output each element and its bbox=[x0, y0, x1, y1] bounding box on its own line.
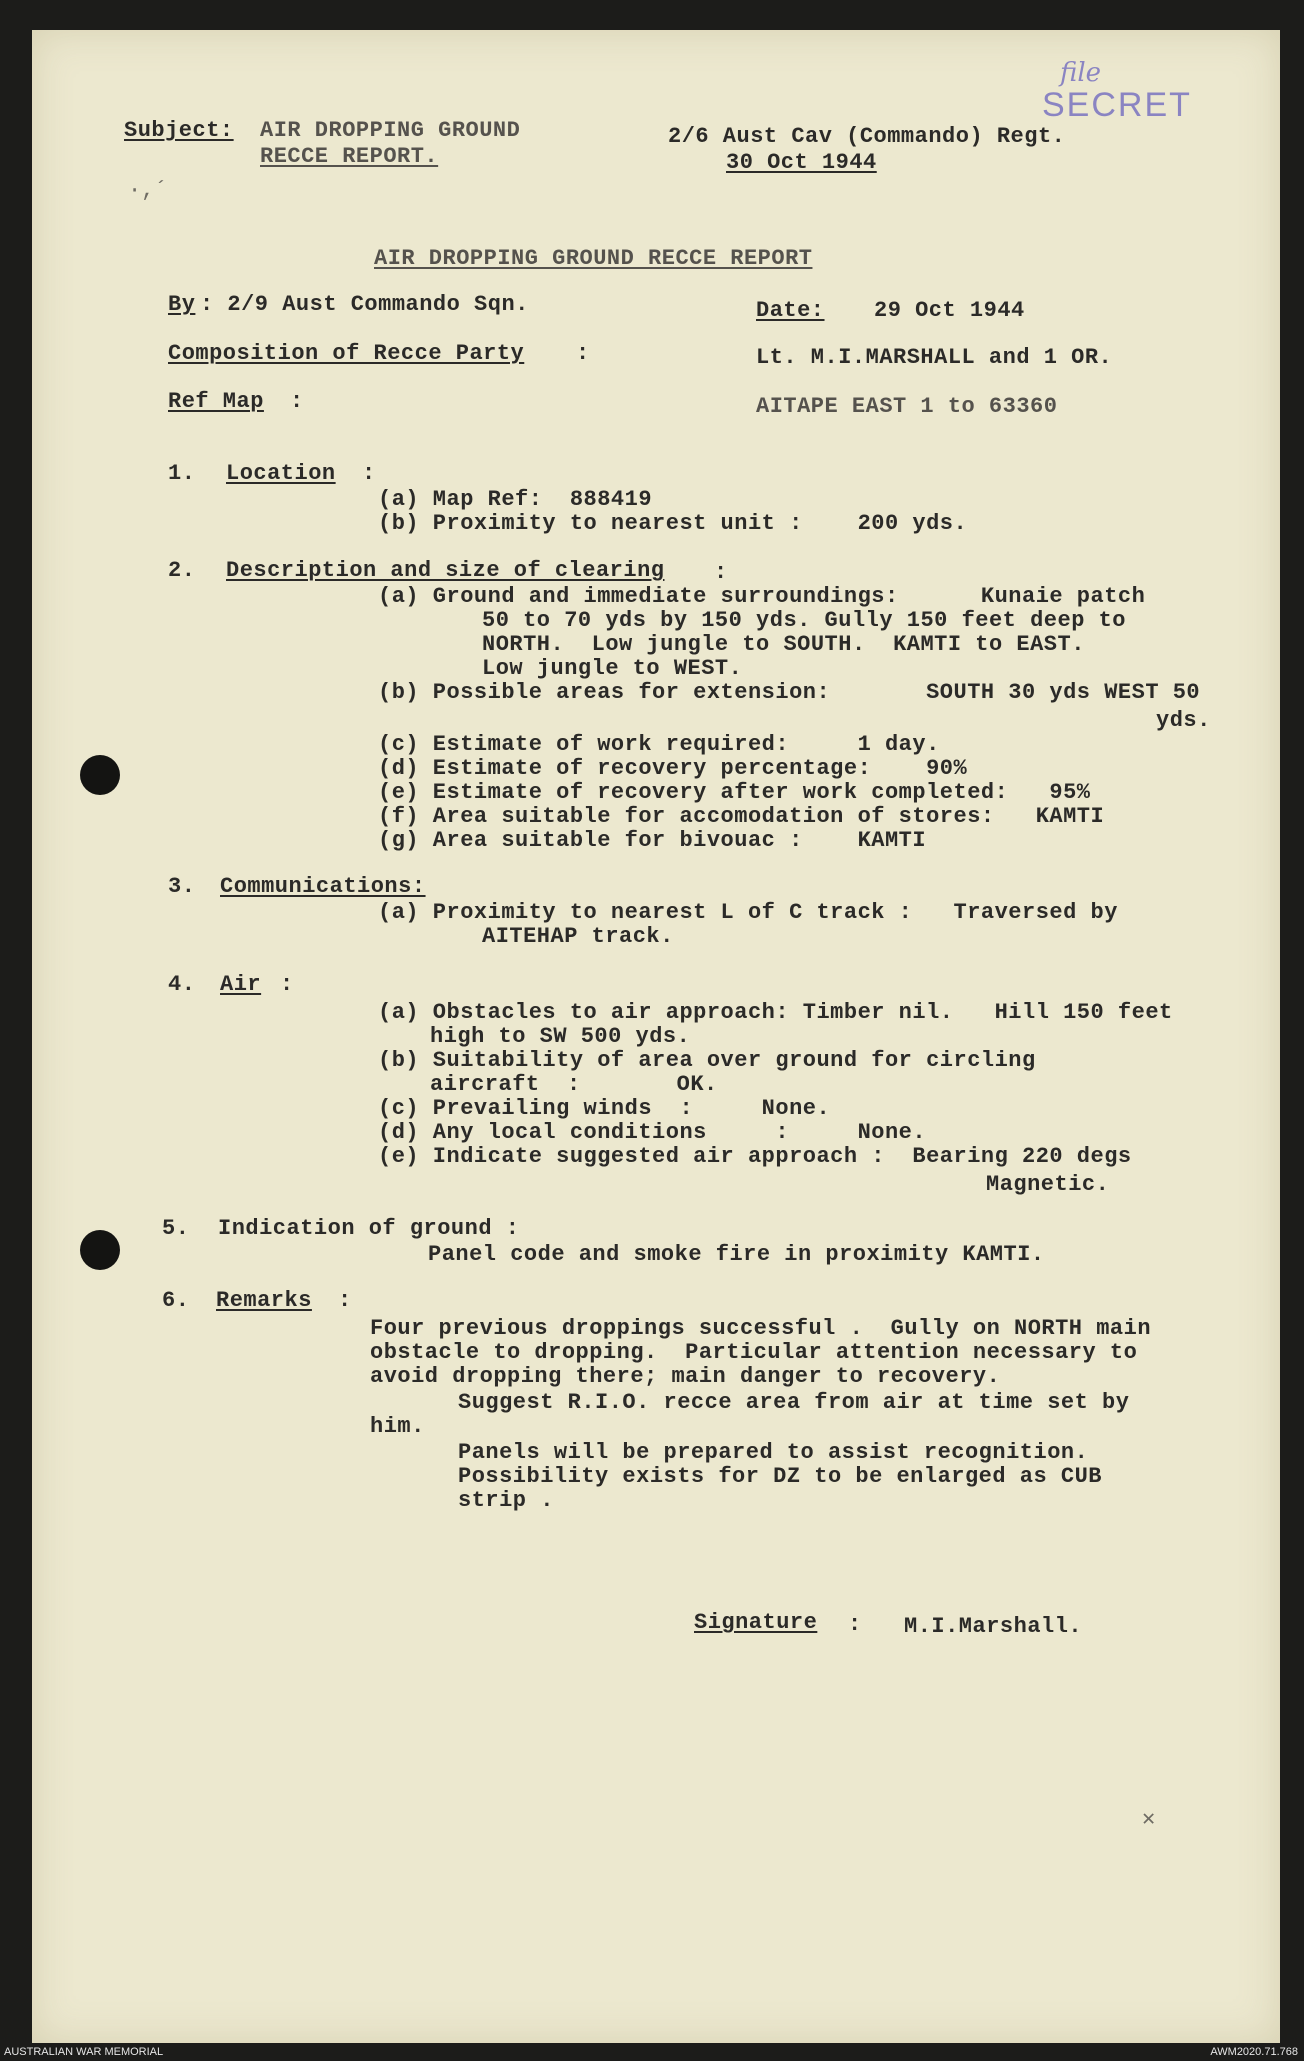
date-label: Date: bbox=[756, 298, 825, 323]
section-2-item-b-line-1: (b) Possible areas for extension: SOUTH 30 yds WEST 50 bbox=[378, 680, 1201, 705]
section-4-item-a-line-1: (a) Obstacles to air approach: Timber nil. Hill 150 feet bbox=[378, 1000, 1173, 1025]
section-2-item-b-line-2: yds. bbox=[1156, 708, 1211, 733]
remarks-line-5: him. bbox=[370, 1414, 425, 1439]
section-2-item-d: (d) Estimate of recovery percentage: 90% bbox=[378, 756, 968, 781]
punch-hole bbox=[80, 755, 120, 795]
subject-label: Subject: bbox=[124, 118, 234, 143]
ref-map-value: AITAPE EAST 1 to 63360 bbox=[756, 394, 1058, 419]
report-title: AIR DROPPING GROUND RECCE REPORT bbox=[374, 246, 813, 271]
section-2-item-c: (c) Estimate of work required: 1 day. bbox=[378, 732, 940, 757]
section-1-item-a: (a) Map Ref: 888419 bbox=[378, 487, 653, 512]
section-3-title: Communications: bbox=[220, 874, 426, 899]
section-1-item-b: (b) Proximity to nearest unit : 200 yds. bbox=[378, 511, 968, 536]
section-4-item-e-line-2: Magnetic. bbox=[986, 1172, 1110, 1197]
section-2-item-a-line-4: Low jungle to WEST. bbox=[482, 656, 743, 681]
remarks-line-6: Panels will be prepared to assist recognition. bbox=[458, 1440, 1089, 1465]
section-2-item-e: (e) Estimate of recovery after work completed: 95% bbox=[378, 780, 1091, 805]
section-1-colon: : bbox=[362, 461, 376, 486]
section-2-item-g: (g) Area suitable for bivouac : KAMTI bbox=[378, 828, 927, 853]
party-label: Composition of Recce Party bbox=[168, 341, 525, 366]
section-1-number: 1. bbox=[168, 461, 196, 486]
section-5-line: Panel code and smoke fire in proximity KAMTI. bbox=[428, 1242, 1045, 1267]
section-6-number: 6. bbox=[162, 1288, 190, 1313]
section-4-item-b-line-1: (b) Suitability of area over ground for circling bbox=[378, 1048, 1036, 1073]
remarks-line-4: Suggest R.I.O. recce area from air at time set by bbox=[458, 1390, 1130, 1415]
section-4-colon: : bbox=[280, 972, 294, 997]
signature-label: Signature bbox=[694, 1610, 818, 1635]
handwritten-file-note: file bbox=[1060, 58, 1102, 88]
section-1-title: Location bbox=[226, 461, 336, 486]
section-2-item-a-line-1: (a) Ground and immediate surroundings: Kunaie patch bbox=[378, 584, 1146, 609]
section-2-colon: : bbox=[714, 560, 728, 585]
signature-value: M.I.Marshall. bbox=[904, 1614, 1083, 1639]
section-6-title: Remarks bbox=[216, 1288, 312, 1313]
header-date: 30 Oct 1944 bbox=[726, 150, 877, 175]
section-4-item-d: (d) Any local conditions : None. bbox=[378, 1120, 927, 1145]
section-2-item-a-line-2: 50 to 70 yds by 150 yds. Gully 150 feet deep to bbox=[482, 608, 1127, 633]
section-2-item-f: (f) Area suitable for accomodation of stores: KAMTI bbox=[378, 804, 1105, 829]
pencil-mark: ✕ bbox=[1142, 1807, 1156, 1832]
remarks-line-3: avoid dropping there; main danger to recovery. bbox=[370, 1364, 1001, 1389]
footer-accession-number: AWM2020.71.768 bbox=[1210, 2046, 1298, 2058]
section-5-number: 5. bbox=[162, 1216, 190, 1241]
section-2-title: Description and size of clearing bbox=[226, 558, 665, 583]
subject-line-2: RECCE REPORT. bbox=[260, 144, 439, 169]
remarks-line-7: Possibility exists for DZ to be enlarged as CUB bbox=[458, 1464, 1103, 1489]
punch-hole bbox=[80, 1230, 120, 1270]
remarks-line-1: Four previous droppings successful . Gully on NORTH main bbox=[370, 1316, 1152, 1341]
date-value: 29 Oct 1944 bbox=[874, 298, 1025, 323]
section-3-item-a-line-1: (a) Proximity to nearest L of C track : Traversed by bbox=[378, 900, 1118, 925]
section-4-item-e-line-1: (e) Indicate suggested air approach : Bearing 220 degs bbox=[378, 1144, 1132, 1169]
section-3-item-a-line-2: AITEHAP track. bbox=[482, 924, 674, 949]
section-4-item-b-line-2: aircraft : OK. bbox=[430, 1072, 718, 1097]
remarks-line-8: strip . bbox=[458, 1488, 554, 1513]
by-value: : 2/9 Aust Commando Sqn. bbox=[200, 292, 529, 317]
section-3-number: 3. bbox=[168, 874, 196, 899]
unit-name: 2/6 Aust Cav (Commando) Regt. bbox=[668, 124, 1066, 149]
section-4-title: Air bbox=[220, 972, 262, 997]
section-4-item-c: (c) Prevailing winds : None. bbox=[378, 1096, 831, 1121]
section-2-number: 2. bbox=[168, 558, 196, 583]
stray-mark: ·,´ bbox=[128, 178, 168, 203]
subject-line-1: AIR DROPPING GROUND bbox=[260, 118, 521, 143]
by-label: By bbox=[168, 292, 196, 317]
party-colon: : bbox=[576, 341, 590, 366]
section-6-colon: : bbox=[338, 1288, 352, 1313]
ref-map-label: Ref Map bbox=[168, 389, 264, 414]
section-4-item-a-line-2: high to SW 500 yds. bbox=[430, 1024, 691, 1049]
section-4-number: 4. bbox=[168, 972, 196, 997]
signature-colon: : bbox=[848, 1612, 862, 1637]
section-5-title: Indication of ground : bbox=[218, 1216, 520, 1241]
footer-archive-name: AUSTRALIAN WAR MEMORIAL bbox=[4, 2046, 164, 2058]
party-value: Lt. M.I.MARSHALL and 1 OR. bbox=[756, 345, 1113, 370]
ref-map-colon: : bbox=[290, 389, 304, 414]
remarks-line-2: obstacle to dropping. Particular attention necessary to bbox=[370, 1340, 1138, 1365]
section-2-item-a-line-3: NORTH. Low jungle to SOUTH. KAMTI to EAST. bbox=[482, 632, 1085, 657]
secret-stamp: SECRET bbox=[1042, 86, 1192, 124]
